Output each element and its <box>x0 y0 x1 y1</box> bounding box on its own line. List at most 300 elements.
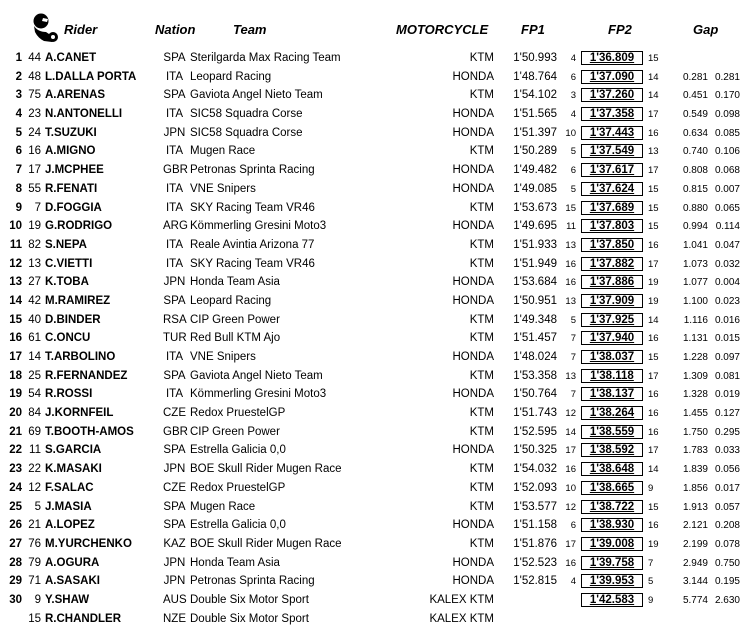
rider-team: Gaviota Angel Nieto Team <box>190 89 323 102</box>
rider-motorcycle: KTM <box>469 332 494 345</box>
rider-motorcycle: HONDA <box>452 388 494 401</box>
fp2-lap: 17 <box>648 165 659 177</box>
rider-name: T.SUZUKI <box>45 126 97 139</box>
rider-number: 69 <box>28 425 41 438</box>
gap-to-first: 0.880 <box>682 202 708 214</box>
rider-nation: GBR <box>163 164 188 177</box>
rider-team: Kömmerling Gresini Moto3 <box>190 388 327 401</box>
fp2-time: 1'38.137 <box>589 388 635 401</box>
fp1-time: 1'53.684 <box>513 276 557 289</box>
fp1-lap: 16 <box>565 557 576 569</box>
rider-motorcycle: KTM <box>469 481 494 494</box>
rider-name: J.KORNFEIL <box>45 407 114 420</box>
fp2-lap: 17 <box>648 370 659 382</box>
fp1-time: 1'54.102 <box>513 89 557 102</box>
rider-name: R.FERNANDEZ <box>45 369 128 382</box>
fp1-lap: 7 <box>570 333 576 345</box>
rider-nation: ITA <box>165 351 184 363</box>
gap-to-previous: 2.630 <box>714 594 740 606</box>
fp2-lap: 16 <box>648 239 659 251</box>
rider-position: 26 <box>9 519 22 532</box>
fp2-lap: 17 <box>648 445 659 457</box>
rider-motorcycle: KALEX KTM <box>429 612 494 625</box>
rider-motorcycle: HONDA <box>452 164 494 177</box>
fp1-time: 1'54.032 <box>513 463 557 476</box>
rider-team: VNE Snipers <box>190 182 256 195</box>
fp2-time: 1'39.758 <box>589 556 635 569</box>
fp2-time: 1'37.925 <box>589 313 635 326</box>
gap-to-previous: 0.019 <box>714 389 740 401</box>
fp1-lap: 16 <box>565 277 576 289</box>
rider-number: 5 <box>34 500 41 513</box>
table-row <box>0 312 745 331</box>
rider-motorcycle: KTM <box>469 89 494 102</box>
rider-name: F.SALAC <box>45 481 94 494</box>
fp2-lap: 15 <box>648 221 659 233</box>
fp1-time: 1'49.348 <box>513 313 557 326</box>
table-row <box>0 50 745 69</box>
rider-position: 14 <box>9 294 22 307</box>
rider-name: A.ARENAS <box>45 89 106 102</box>
motorcycle-rider-icon <box>28 10 62 44</box>
rider-number: 17 <box>28 164 41 177</box>
fp2-lap: 16 <box>648 333 659 345</box>
table-row <box>0 256 745 275</box>
rider-team: VNE Snipers <box>190 351 256 363</box>
rider-team: SKY Racing Team VR46 <box>190 201 315 214</box>
rider-motorcycle: KTM <box>469 407 494 420</box>
fp1-lap: 5 <box>570 146 576 158</box>
gap-to-first: 1.228 <box>682 352 708 363</box>
rider-team: SKY Racing Team VR46 <box>190 257 315 270</box>
gap-to-previous: 0.023 <box>714 295 740 307</box>
fp2-time: 1'37.882 <box>589 257 635 270</box>
fp2-time: 1'37.090 <box>589 70 635 83</box>
table-row <box>0 69 745 88</box>
gap-to-first: 1.073 <box>682 258 708 270</box>
rider-nation: CZE <box>163 481 186 494</box>
gap-to-first: 5.774 <box>682 594 708 606</box>
gap-to-first: 0.808 <box>682 165 708 177</box>
fp1-time: 1'48.764 <box>513 70 557 83</box>
fp2-lap: 14 <box>648 90 659 102</box>
rider-nation: ITA <box>165 70 184 83</box>
rider-position: 13 <box>9 276 22 289</box>
rider-nation: ITA <box>165 201 184 214</box>
gap-to-previous: 0.081 <box>714 370 740 382</box>
rider-team: Gaviota Angel Nieto Team <box>190 369 323 382</box>
rider-position: 15 <box>9 313 22 326</box>
gap-to-first: 1.100 <box>682 295 708 307</box>
fp2-lap: 9 <box>648 594 654 606</box>
fp1-time: 1'51.457 <box>513 332 557 345</box>
fp2-lap: 16 <box>648 426 659 438</box>
gap-to-previous: 0.057 <box>714 501 740 513</box>
rider-nation: GBR <box>163 425 188 438</box>
fp2-time: 1'38.665 <box>589 481 635 494</box>
rider-position: 8 <box>15 182 22 195</box>
rider-number: 19 <box>28 220 41 233</box>
rider-team: CIP Green Power <box>190 313 280 326</box>
rider-number: 84 <box>28 407 41 420</box>
fp1-time: 1'50.951 <box>513 294 557 307</box>
fp2-time: 1'38.648 <box>589 463 635 476</box>
rider-name: S.GARCIA <box>45 444 102 457</box>
gap-to-first: 0.549 <box>682 109 708 121</box>
rider-position: 6 <box>15 145 22 158</box>
fp1-lap: 16 <box>565 258 576 270</box>
fp1-lap: 15 <box>565 202 576 214</box>
rider-number: 21 <box>28 519 41 532</box>
rider-team: BOE Skull Rider Mugen Race <box>190 463 342 476</box>
table-row <box>0 592 745 611</box>
fp2-time: 1'36.809 <box>589 52 635 64</box>
rider-motorcycle: HONDA <box>452 575 494 588</box>
gap-to-first: 0.994 <box>682 221 708 233</box>
rider-name: L.DALLA PORTA <box>45 70 137 83</box>
rider-name: T.ARBOLINO <box>45 351 116 363</box>
fp2-lap: 15 <box>648 352 659 363</box>
rider-name: Y.SHAW <box>45 593 90 606</box>
rider-motorcycle: HONDA <box>452 108 494 121</box>
fp2-time: 1'37.689 <box>589 201 635 214</box>
rider-motorcycle: HONDA <box>452 276 494 289</box>
gap-to-previous: 0.047 <box>714 239 740 251</box>
rider-number: 76 <box>28 537 41 550</box>
fp1-lap: 5 <box>570 314 576 326</box>
fp2-time: 1'37.358 <box>589 108 635 121</box>
gap-to-previous: 0.114 <box>715 221 740 233</box>
rider-position: 24 <box>9 481 22 494</box>
rider-number: 42 <box>28 294 41 307</box>
rider-number: 13 <box>28 257 41 270</box>
rider-nation: ITA <box>165 108 184 121</box>
fp1-time: 1'53.358 <box>513 369 557 382</box>
gap-to-first: 1.455 <box>682 408 708 420</box>
rider-number: 44 <box>28 52 41 64</box>
fp2-lap: 15 <box>648 53 659 64</box>
rider-motorcycle: KTM <box>469 145 494 158</box>
header-fp1: FP1 <box>521 22 545 37</box>
fp1-time: 1'51.743 <box>513 407 557 420</box>
table-row <box>0 424 745 443</box>
rider-team: BOE Skull Rider Mugen Race <box>190 537 342 550</box>
rider-motorcycle: HONDA <box>452 556 494 569</box>
header-gap: Gap <box>693 22 719 37</box>
header-team: Team <box>233 22 267 37</box>
rider-position: 23 <box>9 463 22 476</box>
fp2-lap: 15 <box>648 183 659 195</box>
fp2-lap: 7 <box>648 557 654 569</box>
rider-name: D.BINDER <box>45 313 101 326</box>
rider-team: Red Bull KTM Ajo <box>190 332 281 345</box>
fp1-time: 1'52.595 <box>513 425 557 438</box>
fp2-lap: 17 <box>648 109 659 121</box>
rider-motorcycle: KTM <box>469 52 494 64</box>
rider-motorcycle: KTM <box>469 537 494 550</box>
table-row <box>0 368 745 387</box>
rider-number: 22 <box>28 463 41 476</box>
rider-name: C.ONCU <box>45 332 91 345</box>
gap-to-previous: 0.127 <box>714 408 740 420</box>
fp2-time: 1'38.118 <box>590 369 634 382</box>
rider-position: 5 <box>15 126 22 139</box>
fp2-time: 1'38.559 <box>589 425 635 438</box>
rider-motorcycle: HONDA <box>452 126 494 139</box>
rider-number: 7 <box>34 201 41 214</box>
gap-to-first: 1.750 <box>682 426 708 438</box>
rider-name: A.SASAKI <box>45 575 100 588</box>
gap-to-previous: 0.097 <box>714 352 740 363</box>
table-row <box>0 87 745 106</box>
gap-to-first: 1.913 <box>682 501 708 513</box>
gap-to-first: 0.451 <box>682 90 708 102</box>
rider-position: 30 <box>9 593 22 606</box>
rider-team: Double Six Motor Sport <box>190 593 309 606</box>
rider-motorcycle: KTM <box>469 500 494 513</box>
header-nation: Nation <box>155 22 196 37</box>
rider-team: CIP Green Power <box>190 425 280 438</box>
rider-team: Sterilgarda Max Racing Team <box>190 52 341 64</box>
fp1-lap: 4 <box>570 109 576 121</box>
rider-nation: RSA <box>163 313 187 326</box>
rider-motorcycle: KTM <box>469 257 494 270</box>
gap-to-first: 2.121 <box>682 520 708 532</box>
rider-nation: TUR <box>163 332 187 345</box>
header-rider: Rider <box>64 22 98 37</box>
rider-team: Redox PruestelGP <box>190 481 286 494</box>
rider-motorcycle: HONDA <box>452 294 494 307</box>
fp1-time: 1'52.523 <box>513 556 557 569</box>
rider-name: A.MIGNO <box>45 145 96 158</box>
gap-to-previous: 0.208 <box>714 520 740 532</box>
fp1-lap: 7 <box>570 389 576 401</box>
rider-number: 23 <box>28 108 41 121</box>
fp2-lap: 17 <box>648 258 659 270</box>
rider-name: M.YURCHENKO <box>45 537 132 550</box>
rider-team: SIC58 Squadra Corse <box>190 126 303 139</box>
gap-to-first: 0.815 <box>682 183 708 195</box>
fp1-time: 1'52.815 <box>513 575 557 588</box>
table-row <box>0 237 745 256</box>
fp1-time: 1'53.673 <box>513 201 557 214</box>
rider-position: 2 <box>15 70 22 83</box>
rider-number: 16 <box>28 145 41 158</box>
gap-to-previous: 0.007 <box>714 183 740 195</box>
rider-position: 1 <box>15 52 22 64</box>
gap-to-first: 1.839 <box>682 464 708 476</box>
gap-to-previous: 0.295 <box>714 426 740 438</box>
gap-to-first: 0.634 <box>682 127 708 139</box>
rider-name: J.MASIA <box>45 500 92 513</box>
rider-position: 22 <box>9 444 22 457</box>
rider-position: 11 <box>9 238 22 251</box>
fp2-time: 1'37.624 <box>589 182 635 195</box>
gap-to-first: 3.144 <box>682 576 708 588</box>
rider-team: Estrella Galicia 0,0 <box>190 519 286 532</box>
fp1-time: 1'51.397 <box>513 126 557 139</box>
rider-number: 79 <box>28 556 41 569</box>
fp1-time: 1'50.289 <box>513 145 557 158</box>
rider-position: 18 <box>9 369 22 382</box>
rider-name: K.TOBA <box>45 276 89 289</box>
rider-nation: ITA <box>165 257 184 270</box>
rider-team: Petronas Sprinta Racing <box>190 164 315 177</box>
fp1-time: 1'51.158 <box>513 519 557 532</box>
fp2-time: 1'37.443 <box>589 126 635 139</box>
fp2-lap: 19 <box>648 538 659 550</box>
gap-to-previous: 0.750 <box>714 557 740 569</box>
rider-nation: ITA <box>165 388 184 401</box>
rider-name: G.RODRIGO <box>45 220 113 233</box>
rider-number: 14 <box>28 351 41 363</box>
rider-motorcycle: HONDA <box>452 182 494 195</box>
fp1-lap: 11 <box>566 221 576 233</box>
gap-to-previous: 0.170 <box>714 90 740 102</box>
gap-to-first: 1.856 <box>682 482 708 494</box>
fp1-time: 1'48.024 <box>513 351 557 363</box>
rider-nation: ITA <box>165 238 184 251</box>
rider-motorcycle: HONDA <box>452 220 494 233</box>
fp2-time: 1'38.037 <box>589 351 635 363</box>
rider-name: D.FOGGIA <box>45 201 102 214</box>
rider-nation: SPA <box>163 500 186 513</box>
rider-number: 75 <box>28 89 41 102</box>
rider-position: 19 <box>9 388 22 401</box>
gap-to-previous: 0.098 <box>714 109 740 121</box>
rider-name: A.OGURA <box>45 556 100 569</box>
gap-to-previous: 0.281 <box>714 71 740 83</box>
table-row <box>0 480 745 499</box>
fp1-lap: 14 <box>565 426 576 438</box>
fp2-time: 1'37.803 <box>589 220 635 233</box>
fp1-lap: 6 <box>570 165 576 177</box>
rider-motorcycle: HONDA <box>452 444 494 457</box>
table-row <box>0 386 745 405</box>
fp1-time: 1'51.876 <box>513 537 557 550</box>
rider-nation: JPN <box>163 463 186 476</box>
fp2-lap: 13 <box>648 146 659 158</box>
gap-to-first: 1.041 <box>682 239 708 251</box>
fp1-lap: 4 <box>570 53 576 64</box>
rider-position: 27 <box>9 537 22 550</box>
rider-nation: SPA <box>163 89 186 102</box>
rider-position: 29 <box>9 575 22 588</box>
rider-nation: ITA <box>165 182 184 195</box>
fp1-lap: 10 <box>565 482 576 494</box>
fp2-time: 1'42.583 <box>589 593 635 606</box>
fp2-time: 1'37.260 <box>589 89 635 102</box>
fp2-lap: 15 <box>648 202 659 214</box>
table-row <box>0 181 745 200</box>
fp1-lap: 13 <box>565 239 576 251</box>
fp2-time: 1'38.930 <box>589 519 635 532</box>
rider-nation: SPA <box>163 519 186 532</box>
fp1-time: 1'49.482 <box>513 164 557 177</box>
rider-name: R.FENATI <box>45 182 98 195</box>
table-row <box>0 461 745 480</box>
gap-to-first: 1.131 <box>682 333 708 345</box>
fp2-time: 1'37.850 <box>589 238 635 251</box>
gap-to-previous: 0.033 <box>714 445 740 457</box>
fp1-time: 1'50.325 <box>513 444 557 457</box>
fp2-lap: 16 <box>648 389 659 401</box>
fp2-lap: 5 <box>648 576 654 588</box>
rider-nation: JPN <box>163 126 186 139</box>
rider-team: Honda Team Asia <box>190 556 280 569</box>
table-row <box>0 611 745 630</box>
rider-nation: JPN <box>163 276 186 289</box>
rider-team: Petronas Sprinta Racing <box>190 575 315 588</box>
gap-to-previous: 0.032 <box>714 258 740 270</box>
fp2-lap: 16 <box>648 520 659 532</box>
rider-number: 48 <box>28 70 41 83</box>
fp2-time: 1'37.940 <box>589 332 635 345</box>
table-row <box>0 499 745 518</box>
rider-nation: SPA <box>163 444 186 457</box>
rider-nation: ARG <box>163 220 188 233</box>
rider-number: 27 <box>28 276 41 289</box>
fp1-time: 1'52.093 <box>513 481 557 494</box>
table-row <box>0 330 745 349</box>
table-row <box>0 442 745 461</box>
fp2-time: 1'39.953 <box>589 575 635 588</box>
gap-to-previous: 0.068 <box>714 165 740 177</box>
rider-motorcycle: KTM <box>469 425 494 438</box>
gap-to-previous: 0.195 <box>714 576 740 588</box>
rider-number: 25 <box>28 369 41 382</box>
fp2-lap: 14 <box>648 71 659 83</box>
rider-number: 12 <box>28 481 41 494</box>
rider-name: J.MCPHEE <box>45 164 104 177</box>
rider-number: 55 <box>28 182 41 195</box>
fp1-time: 1'49.695 <box>513 220 557 233</box>
table-row <box>0 536 745 555</box>
table-row <box>0 218 745 237</box>
rider-nation: KAZ <box>163 537 186 550</box>
table-row <box>0 125 745 144</box>
fp2-time: 1'37.549 <box>589 145 635 158</box>
fp1-time: 1'51.933 <box>513 238 557 251</box>
rider-number: 82 <box>28 238 41 251</box>
fp1-lap: 12 <box>565 408 576 420</box>
fp1-lap: 3 <box>570 90 576 102</box>
rider-nation: JPN <box>163 556 186 569</box>
rider-number: 15 <box>28 612 41 625</box>
fp2-time: 1'38.592 <box>589 444 635 457</box>
rider-name: T.BOOTH-AMOS <box>45 425 134 438</box>
table-row <box>0 573 745 592</box>
rider-team: Honda Team Asia <box>190 276 280 289</box>
rider-name: K.MASAKI <box>45 463 102 476</box>
gap-to-previous: 0.017 <box>714 482 740 494</box>
fp2-time: 1'37.909 <box>589 294 635 307</box>
rider-motorcycle: KTM <box>469 369 494 382</box>
fp1-time: 1'50.764 <box>513 388 557 401</box>
rider-position: 3 <box>15 89 22 102</box>
table-header <box>0 0 745 40</box>
fp1-time: 1'53.577 <box>513 500 557 513</box>
gap-to-previous: 0.106 <box>714 146 740 158</box>
header-fp2: FP2 <box>608 22 632 37</box>
fp1-time: 1'51.565 <box>513 108 557 121</box>
fp1-lap: 17 <box>565 538 576 550</box>
gap-to-first: 1.328 <box>682 389 708 401</box>
rider-number: 54 <box>28 388 41 401</box>
rider-position: 20 <box>9 407 22 420</box>
rider-nation: SPA <box>163 369 186 382</box>
fp1-lap: 12 <box>565 501 576 513</box>
